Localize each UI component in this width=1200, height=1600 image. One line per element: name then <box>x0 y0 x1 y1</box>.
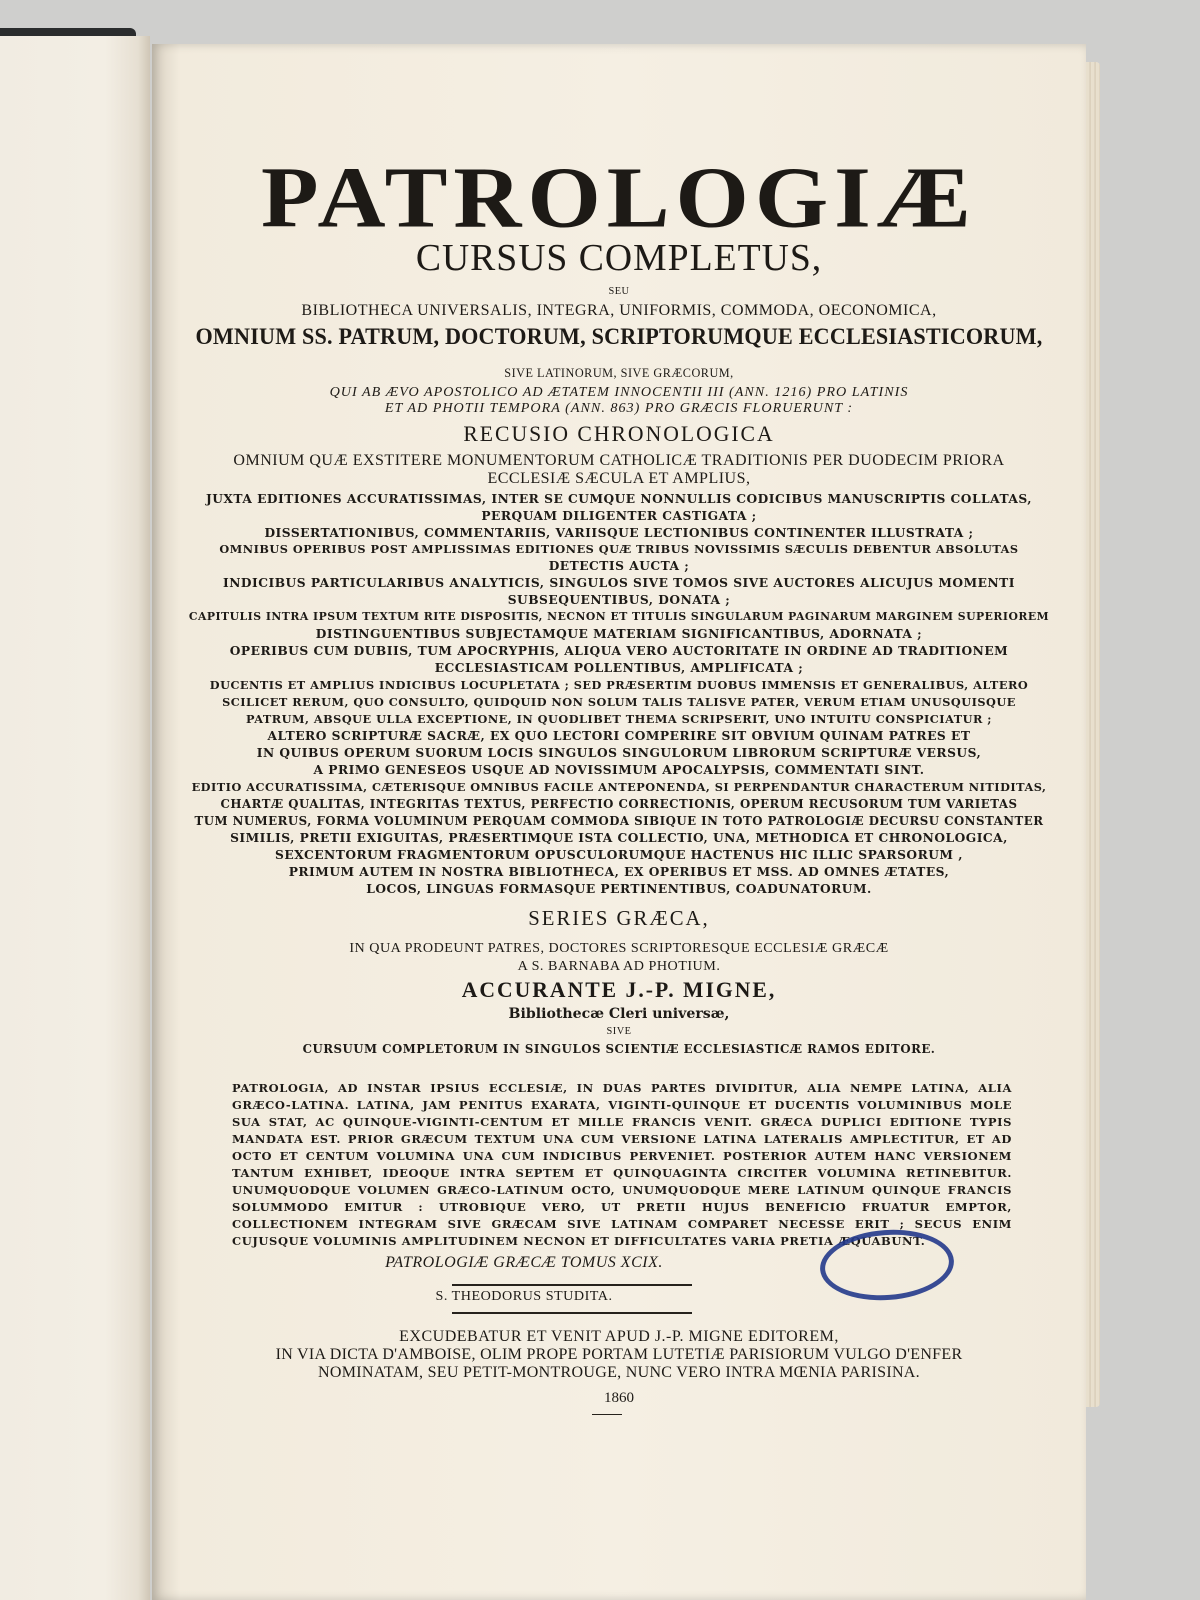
year: 1860 <box>603 1390 635 1406</box>
body-line: EDITIO ACCURATISSIMA, CÆTERISQUE OMNIBUS FACILE ANTEPONENDA, SI PERPENDANTUR CHARACTERUM NITIDITAS, <box>191 780 1047 794</box>
omnium-line: OMNIUM SS. PATRUM, DOCTORUM, SCRIPTORUMQUE ECCLESIASTICORUM, <box>195 323 1043 349</box>
body-line: DUCENTIS ET AMPLIUS INDICIBUS LOCUPLETATA ; SED PRÆSERTIM DUOBUS IMMENSIS ET GENERALIBUS, ALTERO <box>209 678 1029 692</box>
body-line: PERQUAM DILIGENTER CASTIGATA ; <box>481 509 757 523</box>
subtitle: CURSUS COMPLETUS, <box>415 237 823 279</box>
imprint-line-1: EXCUDEBATUR ET VENIT APUD J.-P. MIGNE EDITOREM, <box>399 1328 839 1345</box>
sive-latinorum-line: SIVE LATINORUM, SIVE GRÆCORUM, <box>504 366 734 380</box>
body-line: OPERIBUS CUM DUBIIS, TUM APOCRYPHIS, ALIQUA VERO AUCTORITATE IN ORDINE AD TRADITIONEM <box>229 644 1009 658</box>
divider-rule <box>452 1284 692 1286</box>
series-heading: SERIES GRÆCA, <box>528 908 710 930</box>
qui-line-1: QUI AB ÆVO APOSTOLICO AD ÆTATEM INNOCENTII III (ANN. 1216) PRO LATINIS <box>329 384 909 400</box>
author-line: S. THEODORUS STUDITA. <box>435 1288 613 1304</box>
sive-line: SIVE <box>606 1026 632 1037</box>
body-line: A PRIMO GENESEOS USQUE AD NOVISSIMUM APOCALYPSIS, COMMENTATI SINT. <box>313 763 925 777</box>
body-line: SCILICET RERUM, QUO CONSULTO, QUIDQUID NON SOLUM TALIS TALISVE PATER, VERUM ETIAM UNUSQUISQUE <box>222 695 1016 709</box>
body-line: CHARTÆ QUALITAS, INTEGRITAS TEXTUS, PERFECTIO CORRECTIONIS, OPERUM RECUSORUM TUM VARIETAS <box>220 797 1018 811</box>
body-line: DISSERTATIONIBUS, COMMENTARIIS, VARIISQUE LECTIONIBUS CONTINENTER ILLUSTRATA ; <box>264 526 974 540</box>
recusio-line-2: ECCLESIÆ SÆCULA ET AMPLIUS, <box>487 470 751 487</box>
bibliothecae-line: Bibliothecæ Cleri universæ, <box>508 1006 730 1022</box>
body-line: TUM NUMERUS, FORMA VOLUMINUM PERQUAM COMMODA SIBIQUE IN TOTO PATROLOGIÆ DECURSU CONSTANTER <box>194 814 1044 828</box>
body-line: SUBSEQUENTIBUS, DONATA ; <box>507 593 731 607</box>
body-line: PATRUM, ABSQUE ULLA EXCEPTIONE, IN QUODLIBET THEMA SCRIPSERIT, UNO INTUITU CONSPICIATUR ; <box>246 712 992 726</box>
body-line: CAPITULIS INTRA IPSUM TEXTUM RITE DISPOSITIS, NECNON ET TITULIS SINGULARUM PAGINARUM MARGINEM SUPERIOREM <box>188 610 1050 623</box>
bibliotheca-line: BIBLIOTHECA UNIVERSALIS, INTEGRA, UNIFORMIS, COMMODA, OECONOMICA, <box>301 302 937 319</box>
body-line: LOCOS, LINGUAS FORMASQUE PERTINENTIBUS, COADUNATORUM. <box>366 882 872 896</box>
body-line: ECCLESIASTICAM POLLENTIBUS, AMPLIFICATA ; <box>434 661 804 675</box>
main-title: PATROLOGIÆ <box>261 150 977 246</box>
series-line-1: IN QUA PRODEUNT PATRES, DOCTORES SCRIPTORESQUE ECCLESIÆ GRÆCÆ <box>349 940 889 956</box>
recusio-line-1: OMNIUM QUÆ EXSTITERE MONUMENTORUM CATHOLICÆ TRADITIONIS PER DUODECIM PRIORA <box>233 452 1005 469</box>
patrologia-paragraph: PATROLOGIA, AD INSTAR IPSIUS ECCLESIÆ, IN DUAS PARTES DIVIDITUR, ALIA NEMPE LATINA, ALIA GRÆCO-LATINA. LATINA, JAM PENITUS EXARATA, VIGINTI-QUINQUE ET DUCENTIS VOLUMINIBUS MOLE SUA STAT, AC QUINQUE-VIGINTI-CENTUM ET MILLE FRANCIS VENIT. GRÆCA DUPLICI EDITIONE TYPIS MANDATA EST. PRIOR GRÆCUM TEXTUM UNA CUM VERSIONE LATINA LATERALIS AMPLECTITUR, ET AD OCTO ET CENTUM VOLUMINA UNA CUM INDICIBUS PERVENIET. POSTERIOR AUTEM HANC VERSIONEM TANTUM EXHIBET, IDEOQUE INTRA SEPTEM ET QUINQUAGINTA CIRCITER VOLUMINA RETINEBITUR. UNUMQUODQUE VOLUMEN GRÆCO-LATINUM OCTO, UNUMQUODQUE MERE LATINUM QUINQUE FRANCIS SOLUMMODO EMITUR : UTROBIQUE VERO, UT PRETII HUJUS BENEFICIO FRUATUR EMPTOR, COLLECTIONEM INTEGRAM SIVE GRÆCAM SIVE LATINAM COMPARET NECESSE ERIT ; SECUS ENIM CUJUSQUE VOLUMINIS AMPLITUDINEM NECNON ET DIFFICULTATES VARIA PRETIA ÆQUABUNT. <box>232 1080 1012 1248</box>
cursuum-line: CURSUUM COMPLETORUM IN SINGULOS SCIENTIÆ ECCLESIASTICÆ RAMOS EDITORE. <box>302 1042 936 1056</box>
body-line: SEXCENTORUM FRAGMENTORUM OPUSCULORUMQUE HACTENUS HIC ILLIC SPARSORUM , <box>275 848 963 862</box>
seu-line: SEU <box>608 286 630 297</box>
qui-line-2: ET AD PHOTII TEMPORA (ANN. 863) PRO GRÆCIS FLORUERUNT : <box>384 400 854 416</box>
body-line: PRIMUM AUTEM IN NOSTRA BIBLIOTHECA, EX OPERIBUS ET MSS. AD OMNES ÆTATES, <box>288 865 950 879</box>
body-line: DISTINGUENTIBUS SUBJECTAMQUE MATERIAM SIGNIFICANTIBUS, ADORNATA ; <box>315 627 923 641</box>
year-rule <box>592 1414 622 1415</box>
body-line: OMNIBUS OPERIBUS POST AMPLISSIMAS EDITIONES QUÆ TRIBUS NOVISSIMIS SÆCULIS DEBENTUR ABSOLUTAS <box>219 542 1019 556</box>
tomus-line: PATROLOGIÆ GRÆCÆ TOMUS XCIX. <box>385 1254 663 1271</box>
body-line: SIMILIS, PRETII EXIGUITAS, PRÆSERTIMQUE ISTA COLLECTIO, UNA, METHODICA ET CHRONOLOGICA, <box>230 831 1008 845</box>
imprint-line-3: NOMINATAM, SEU PETIT-MONTROUGE, NUNC VERO INTRA MŒNIA PARISINA. <box>318 1364 920 1381</box>
series-line-2: A S. BARNABA AD PHOTIUM. <box>517 958 721 974</box>
body-line: IN QUIBUS OPERUM SUORUM LOCIS SINGULOS SINGULORUM LIBRORUM SCRIPTURÆ VERSUS, <box>256 746 982 760</box>
body-line: JUXTA EDITIONES ACCURATISSIMAS, INTER SE CUMQUE NONNULLIS CODICIBUS MANUSCRIPTIS COLLATAS, <box>205 492 1033 506</box>
title-page <box>152 44 1086 1600</box>
body-line: ALTERO SCRIPTURÆ SACRÆ, EX QUO LECTORI COMPERIRE SIT OBVIUM QUINAM PATRES ET <box>267 729 971 743</box>
imprint-line-2: IN VIA DICTA D'AMBOISE, OLIM PROPE PORTAM LUTETIÆ PARISIORUM VULGO D'ENFER <box>275 1346 963 1363</box>
divider-rule <box>452 1312 692 1314</box>
body-line: INDICIBUS PARTICULARIBUS ANALYTICIS, SINGULOS SIVE TOMOS SIVE AUCTORES ALICUJUS MOMENTI <box>223 576 1015 590</box>
recusio-heading: RECUSIO CHRONOLOGICA <box>463 422 775 446</box>
body-line: DETECTIS AUCTA ; <box>548 559 690 573</box>
left-page <box>0 36 150 1600</box>
accurante-line: ACCURANTE J.-P. MIGNE, <box>461 978 777 1002</box>
